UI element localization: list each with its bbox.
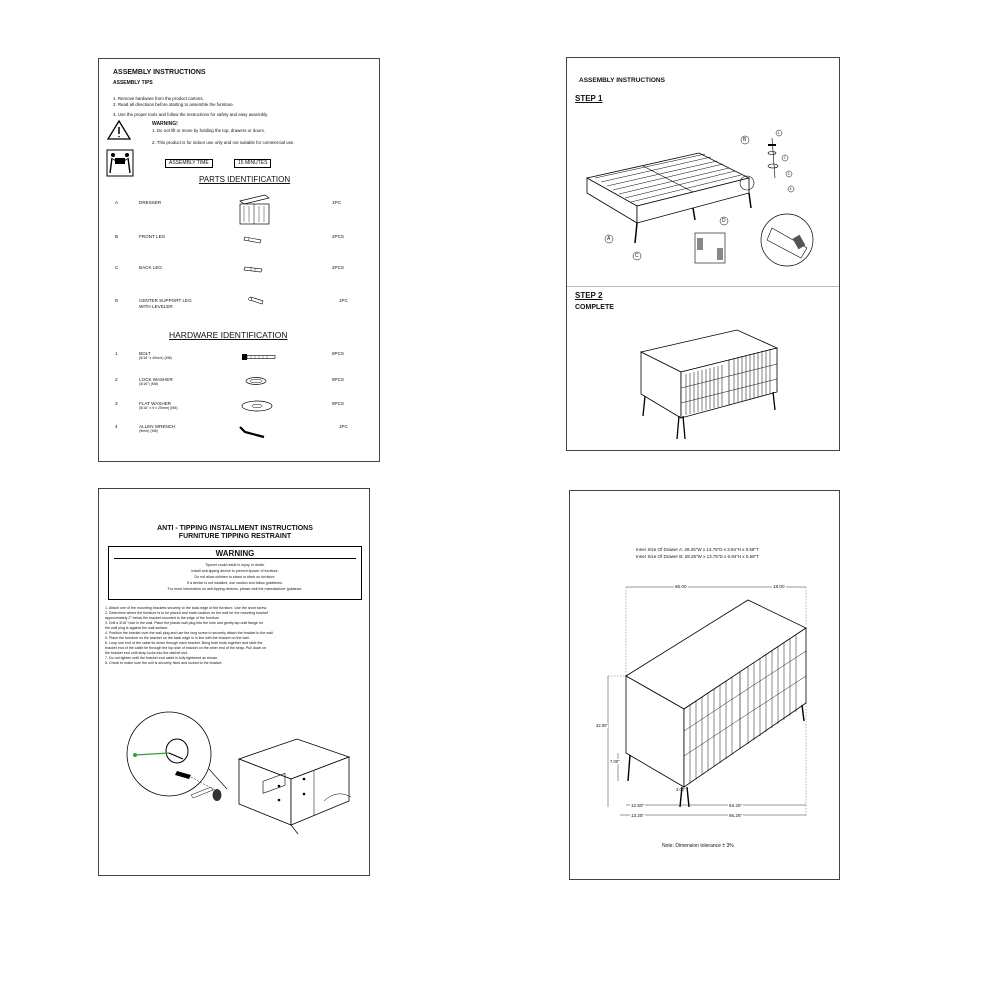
step1-label: STEP 1 <box>575 94 603 103</box>
warning-line: Tipover could result in injury or death. <box>205 563 265 567</box>
tip-line: 3. Use the proper tools and follow the instructions for safety and easy assembly. <box>113 112 269 117</box>
hardware-row: 1 BOLT (5/16" x 40mm) (M8) 8PCS <box>115 351 345 360</box>
dimension-drawing <box>570 491 840 880</box>
hardware-row: 2 LOCK WASHER (5/16") (M8) 8PCS <box>115 377 345 386</box>
assembly-steps-page <box>566 57 840 451</box>
step-line: 2. Determine where the furniture is to be placed and mark location on the wall for the mounting bracket <box>105 611 269 615</box>
step-line: the bracket end until strap locks into the ratchet slot. <box>105 651 188 655</box>
warning-title: WARNING! <box>152 121 178 127</box>
part-row: C BACK LEG 2PCS <box>115 265 345 270</box>
hardware-row: 4 ALLEN WRENCH (5mm) (M8) 1PC <box>115 424 348 433</box>
complete-label: COMPLETE <box>575 304 614 311</box>
warning-line: If a device is not installed, use caution and follow guidelines. <box>187 581 283 585</box>
part-row: B FRONT LEG 2PCS <box>115 234 345 239</box>
allen-wrench-icon <box>240 427 264 437</box>
callout-label: A <box>607 236 611 242</box>
page-subtitle: ASSEMBLY TIPS <box>113 80 153 86</box>
step2-label: STEP 2 <box>575 291 603 300</box>
step-line: 1. Attach one of the mounting brackets securely to the back edge of the furniture. Use the short screw. <box>105 606 268 610</box>
dim-depth: 18.00 <box>773 584 785 589</box>
dim-bottom2: 66.25" <box>729 813 743 818</box>
callout-label: 2 <box>783 155 786 160</box>
dimensions-page <box>569 490 840 880</box>
dim-height: 32.00" <box>596 723 608 728</box>
dim-leg: 7.00" <box>610 759 620 764</box>
dim-left2: 13.25" <box>631 813 645 818</box>
minutes-label: 15 MINUTES <box>234 159 271 168</box>
drawer-a-size: Inner Size Of Drawer A: 28.25"W x 13.75"D x 3.94"H x 0.58"T <box>636 547 759 552</box>
parts-heading: PARTS IDENTIFICATION <box>199 175 291 184</box>
warning-line: Install anti-tipping device to prevent tipover of furniture. <box>191 569 279 573</box>
hardware-illustrations <box>99 59 380 462</box>
tip-line: 2. Read all directions before starting to assemble the furniture. <box>113 102 235 107</box>
page-title: ANTI - TIPPING INSTALLMENT INSTRUCTIONS <box>157 525 313 532</box>
step-line: 3. Drill a 3/16" hole in the wall. Place the plastic wall plug into the hole and gently tap until flange on <box>105 621 263 625</box>
step-line: 6. Loop one end of the cable tie down through each bracket. Bring both ends together and slide the <box>105 641 263 645</box>
page-title: ASSEMBLY INSTRUCTIONS <box>579 77 665 84</box>
callout-label: 1 <box>777 130 780 135</box>
callout-label: B <box>743 137 747 143</box>
step-line: 5. Place the furniture so the bracket on the back edge is in line with the bracket on the wall. <box>105 636 250 640</box>
anti-tip-diagram <box>99 489 370 876</box>
tip-line: 1. Remove hardware from the product cartons. <box>113 96 204 101</box>
tolerance-note: Note: Dimension tolerance ± 3% <box>662 843 734 849</box>
bolt-icon <box>242 354 275 360</box>
warning-line: Do not allow children to stand or climb on furniture. <box>194 575 276 579</box>
warning-heading: WARNING <box>215 549 255 558</box>
page-subtitle: FURNITURE TIPPING RESTRAINT <box>178 533 292 540</box>
dim-left1: 12.50" <box>631 803 645 808</box>
part-row: D CENTER SUPPORT LEG WITH LEVELER 1PC <box>115 298 348 309</box>
warning-line: 1. Do not lift or move by holding the top, drawers or doors. <box>152 128 265 133</box>
drawer-b-size: Inner Size Of Drawer B: 28.25"W x 13.75"D x 6.94"H x 0.58"T <box>636 554 759 559</box>
dim-mid: 3.00" <box>676 787 686 792</box>
assembly-tips-page <box>98 58 380 462</box>
step-line: approximately 2" below the bracket mounted to the edge of the furniture. <box>105 616 220 620</box>
callout-label: C <box>635 253 639 259</box>
complete-dresser-illustration <box>567 58 840 451</box>
callout-label: 4 <box>789 186 792 191</box>
flat-washer-icon <box>242 401 272 411</box>
hardware-row: 3 FLAT WASHER (5/16" x 9 x 25mm) (M8) 8PCS <box>115 401 345 410</box>
step-line: 8. Check to make sure the unit is securely fixed and locked to the bracket. <box>105 661 223 665</box>
dim-width: 66.00 <box>675 584 687 589</box>
lock-washer-icon <box>246 378 266 385</box>
callout-label: 3 <box>787 171 790 176</box>
step-line: bracket end of the cable tie through the top side of bracket on the other end of the strap. Pull down on <box>105 646 267 650</box>
step-line: the wall plug is against the wall surface. <box>105 626 169 630</box>
hardware-heading: HARDWARE IDENTIFICATION <box>169 330 288 340</box>
step-line: 7. Do not tighten until the bracket end cable is fully tightened as shown. <box>105 656 219 660</box>
dim-bottom1: 63.25" <box>729 803 743 808</box>
part-row: A DRESSER 1PC <box>115 200 341 205</box>
step-line: 4. Position the bracket over the wall plug and use the long screw to securely attach the bracket to the wall. <box>105 631 274 635</box>
anti-tipping-page <box>98 488 370 876</box>
warning-line: For more information on anti-tipping devices, please visit the manufacturer guidance. <box>167 587 303 591</box>
assembly-time-label: ASSEMBLY TIME <box>165 159 213 168</box>
warning-line: 2. This product is for indoor use only and not suitable for commercial use. <box>152 140 295 145</box>
callout-label: D <box>722 218 726 224</box>
page-title: ASSEMBLY INSTRUCTIONS <box>113 69 206 76</box>
